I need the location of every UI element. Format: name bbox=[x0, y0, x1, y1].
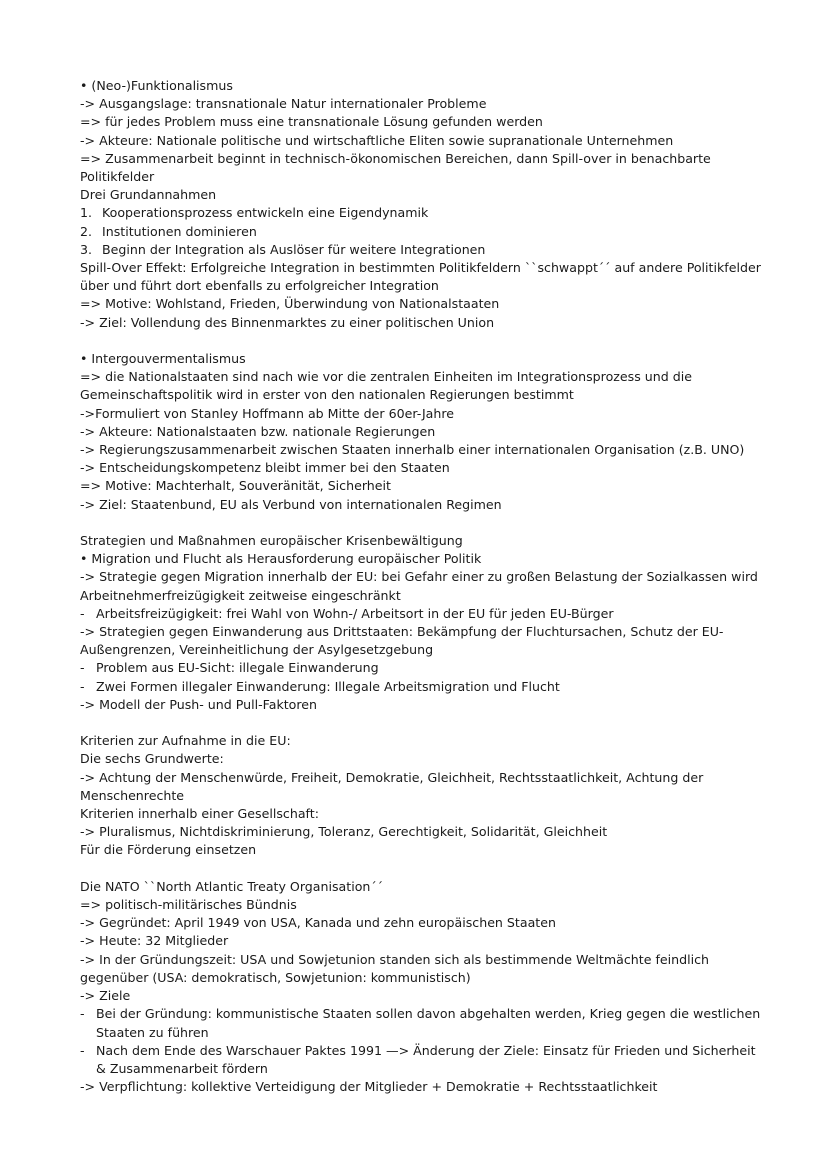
dash-item bbox=[80, 659, 788, 677]
subheading: Drei Grundannahmen bbox=[80, 187, 217, 203]
dash-text: Zwei Formen illegaler Einwanderung: Illegale Arbeitsmigration und Flucht bbox=[96, 678, 560, 694]
dash-text: Arbeitsfreizügigkeit: frei Wahl von Wohn-/ Arbeitsort in der EU für jeden EU-Bürger bbox=[96, 605, 614, 621]
text-line: Spill-Over Effekt: Erfolgreiche Integration in bestimmten Politikfeldern ``schwappt´´ auf andere Politikfelder bbox=[80, 260, 761, 276]
text-line: -> Regierungszusammenarbeit zwischen Staaten innerhalb einer internationalen Organisation (z.B. UNO) bbox=[80, 442, 745, 458]
text-line: Kriterien innerhalb einer Gesellschaft: bbox=[80, 806, 319, 822]
text-line: -> Heute: 32 Mitglieder bbox=[80, 933, 229, 949]
text-line: => für jedes Problem muss eine transnationale Lösung gefunden werden bbox=[80, 114, 543, 130]
text-line: -> Strategie gegen Migration innerhalb der EU: bei Gefahr einer zu großen Belastung der Sozialkassen wird bbox=[80, 569, 758, 585]
text-line: -> Verpflichtung: kollektive Verteidigung der Mitglieder + Demokratie + Rechtsstaatlichkeit bbox=[80, 1079, 658, 1095]
text-line: => Motive: Wohlstand, Frieden, Überwindung von Nationalstaaten bbox=[80, 296, 500, 312]
text-line: => politisch-militärisches Bündnis bbox=[80, 897, 297, 913]
dash-continuation: & Zusammenarbeit fördern bbox=[96, 1060, 268, 1076]
text-line: -> Ausgangslage: transnationale Natur internationaler Probleme bbox=[80, 96, 487, 112]
text-line: Arbeitnehmerfreizügigkeit zeitweise eingeschränkt bbox=[80, 587, 401, 603]
section-intergouvermentalismus bbox=[80, 350, 788, 514]
text-line: Außengrenzen, Vereinheitlichung der Asylgesetzgebung bbox=[80, 642, 434, 658]
dash-marker: - bbox=[80, 660, 85, 676]
dash-text: Bei der Gründung: kommunistische Staaten sollen davon abgehalten werden, Krieg gegen die westlichen bbox=[96, 1006, 761, 1022]
numbered-item bbox=[80, 241, 788, 259]
dash-item bbox=[80, 1005, 788, 1023]
item-number: 3. bbox=[80, 241, 93, 257]
text-line: -> Modell der Push- und Pull-Faktoren bbox=[80, 696, 318, 712]
text-line: -> Ziel: Vollendung des Binnenmarktes zu einer politischen Union bbox=[80, 314, 495, 330]
dash-text: Problem aus EU-Sicht: illegale Einwanderung bbox=[96, 660, 379, 676]
item-text: Institutionen dominieren bbox=[102, 223, 257, 239]
dash-item bbox=[80, 1042, 788, 1060]
dash-item bbox=[80, 678, 788, 696]
item-number: 2. bbox=[80, 223, 93, 239]
text-line: Die sechs Grundwerte: bbox=[80, 751, 224, 767]
dash-continuation: Staaten zu führen bbox=[96, 1024, 209, 1040]
text-line: -> Strategien gegen Einwanderung aus Drittstaaten: Bekämpfung der Fluchtursachen, Schutz der EU- bbox=[80, 624, 724, 640]
item-number: 1. bbox=[80, 205, 93, 221]
text-line: -> Ziele bbox=[80, 988, 131, 1004]
heading-nato: Die NATO ``North Atlantic Treaty Organisation´´ bbox=[80, 878, 383, 894]
spacer bbox=[80, 514, 788, 532]
dash-marker: - bbox=[80, 1006, 85, 1022]
text-line: => Motive: Machterhalt, Souveränität, Sicherheit bbox=[80, 478, 391, 494]
dash-text: Nach dem Ende des Warschauer Paktes 1991 —> Änderung der Ziele: Einsatz für Frieden und Sicherheit bbox=[96, 1042, 756, 1058]
text-line: => die Nationalstaaten sind nach wie vor die zentralen Einheiten im Integrationsprozess und die bbox=[80, 369, 692, 385]
section-krisenbewaeltigung bbox=[80, 532, 788, 714]
dash-marker: - bbox=[80, 1042, 85, 1058]
text-line: -> Pluralismus, Nichtdiskriminierung, Toleranz, Gerechtigkeit, Solidarität, Gleichheit bbox=[80, 824, 608, 840]
section-nato bbox=[80, 878, 788, 1096]
text-line: -> Gegründet: April 1949 von USA, Kanada und zehn europäischen Staaten bbox=[80, 915, 556, 931]
dash-marker: - bbox=[80, 678, 85, 694]
text-line: -> Akteure: Nationale politische und wirtschaftliche Eliten sowie supranationale Unternehmen bbox=[80, 132, 674, 148]
spacer bbox=[80, 860, 788, 878]
numbered-item bbox=[80, 223, 788, 241]
text-line: ->Formuliert von Stanley Hoffmann ab Mitte der 60er-Jahre bbox=[80, 405, 455, 421]
spacer bbox=[80, 714, 788, 732]
section-eu-kriterien bbox=[80, 732, 788, 859]
text-line: über und führt dort ebenfalls zu erfolgreicher Integration bbox=[80, 278, 439, 294]
heading-eu-kriterien: Kriterien zur Aufnahme in die EU: bbox=[80, 733, 291, 749]
item-text: Kooperationsprozess entwickeln eine Eigendynamik bbox=[102, 205, 429, 221]
numbered-item bbox=[80, 204, 788, 222]
heading-intergouvermentalismus: • Intergouvermentalismus bbox=[80, 351, 246, 367]
dash-item bbox=[80, 605, 788, 623]
text-line: -> Akteure: Nationalstaaten bzw. nationale Regierungen bbox=[80, 423, 436, 439]
text-line: -> Entscheidungskompetenz bleibt immer bei den Staaten bbox=[80, 460, 450, 476]
text-line: Gemeinschaftspolitik wird in erster von den nationalen Regierungen bestimmt bbox=[80, 387, 574, 403]
item-text: Beginn der Integration als Auslöser für weitere Integrationen bbox=[102, 241, 486, 257]
text-line: Menschenrechte bbox=[80, 787, 185, 803]
text-line: Politikfelder bbox=[80, 169, 155, 185]
text-line: • Migration und Flucht als Herausforderung europäischer Politik bbox=[80, 551, 482, 567]
text-line: -> In der Gründungszeit: USA und Sowjetunion standen sich als bestimmende Weltmächte feindlich bbox=[80, 951, 710, 967]
section-neofunktionalismus bbox=[80, 77, 788, 332]
text-line: => Zusammenarbeit beginnt in technisch-ökonomischen Bereichen, dann Spill-over in benachbarte bbox=[80, 150, 711, 166]
text-line: gegenüber (USA: demokratisch, Sowjetunion: kommunistisch) bbox=[80, 969, 471, 985]
text-line: -> Ziel: Staatenbund, EU als Verbund von internationalen Regimen bbox=[80, 496, 502, 512]
spacer bbox=[80, 332, 788, 350]
text-line: -> Achtung der Menschenwürde, Freiheit, Demokratie, Gleichheit, Rechtsstaatlichkeit, Achtung der bbox=[80, 769, 704, 785]
heading-krisenbewaeltigung: Strategien und Maßnahmen europäischer Krisenbewältigung bbox=[80, 533, 463, 549]
text-line: Für die Förderung einsetzen bbox=[80, 842, 257, 858]
dash-marker: - bbox=[80, 605, 85, 621]
heading-neofunktionalismus: • (Neo-)Funktionalismus bbox=[80, 78, 233, 93]
